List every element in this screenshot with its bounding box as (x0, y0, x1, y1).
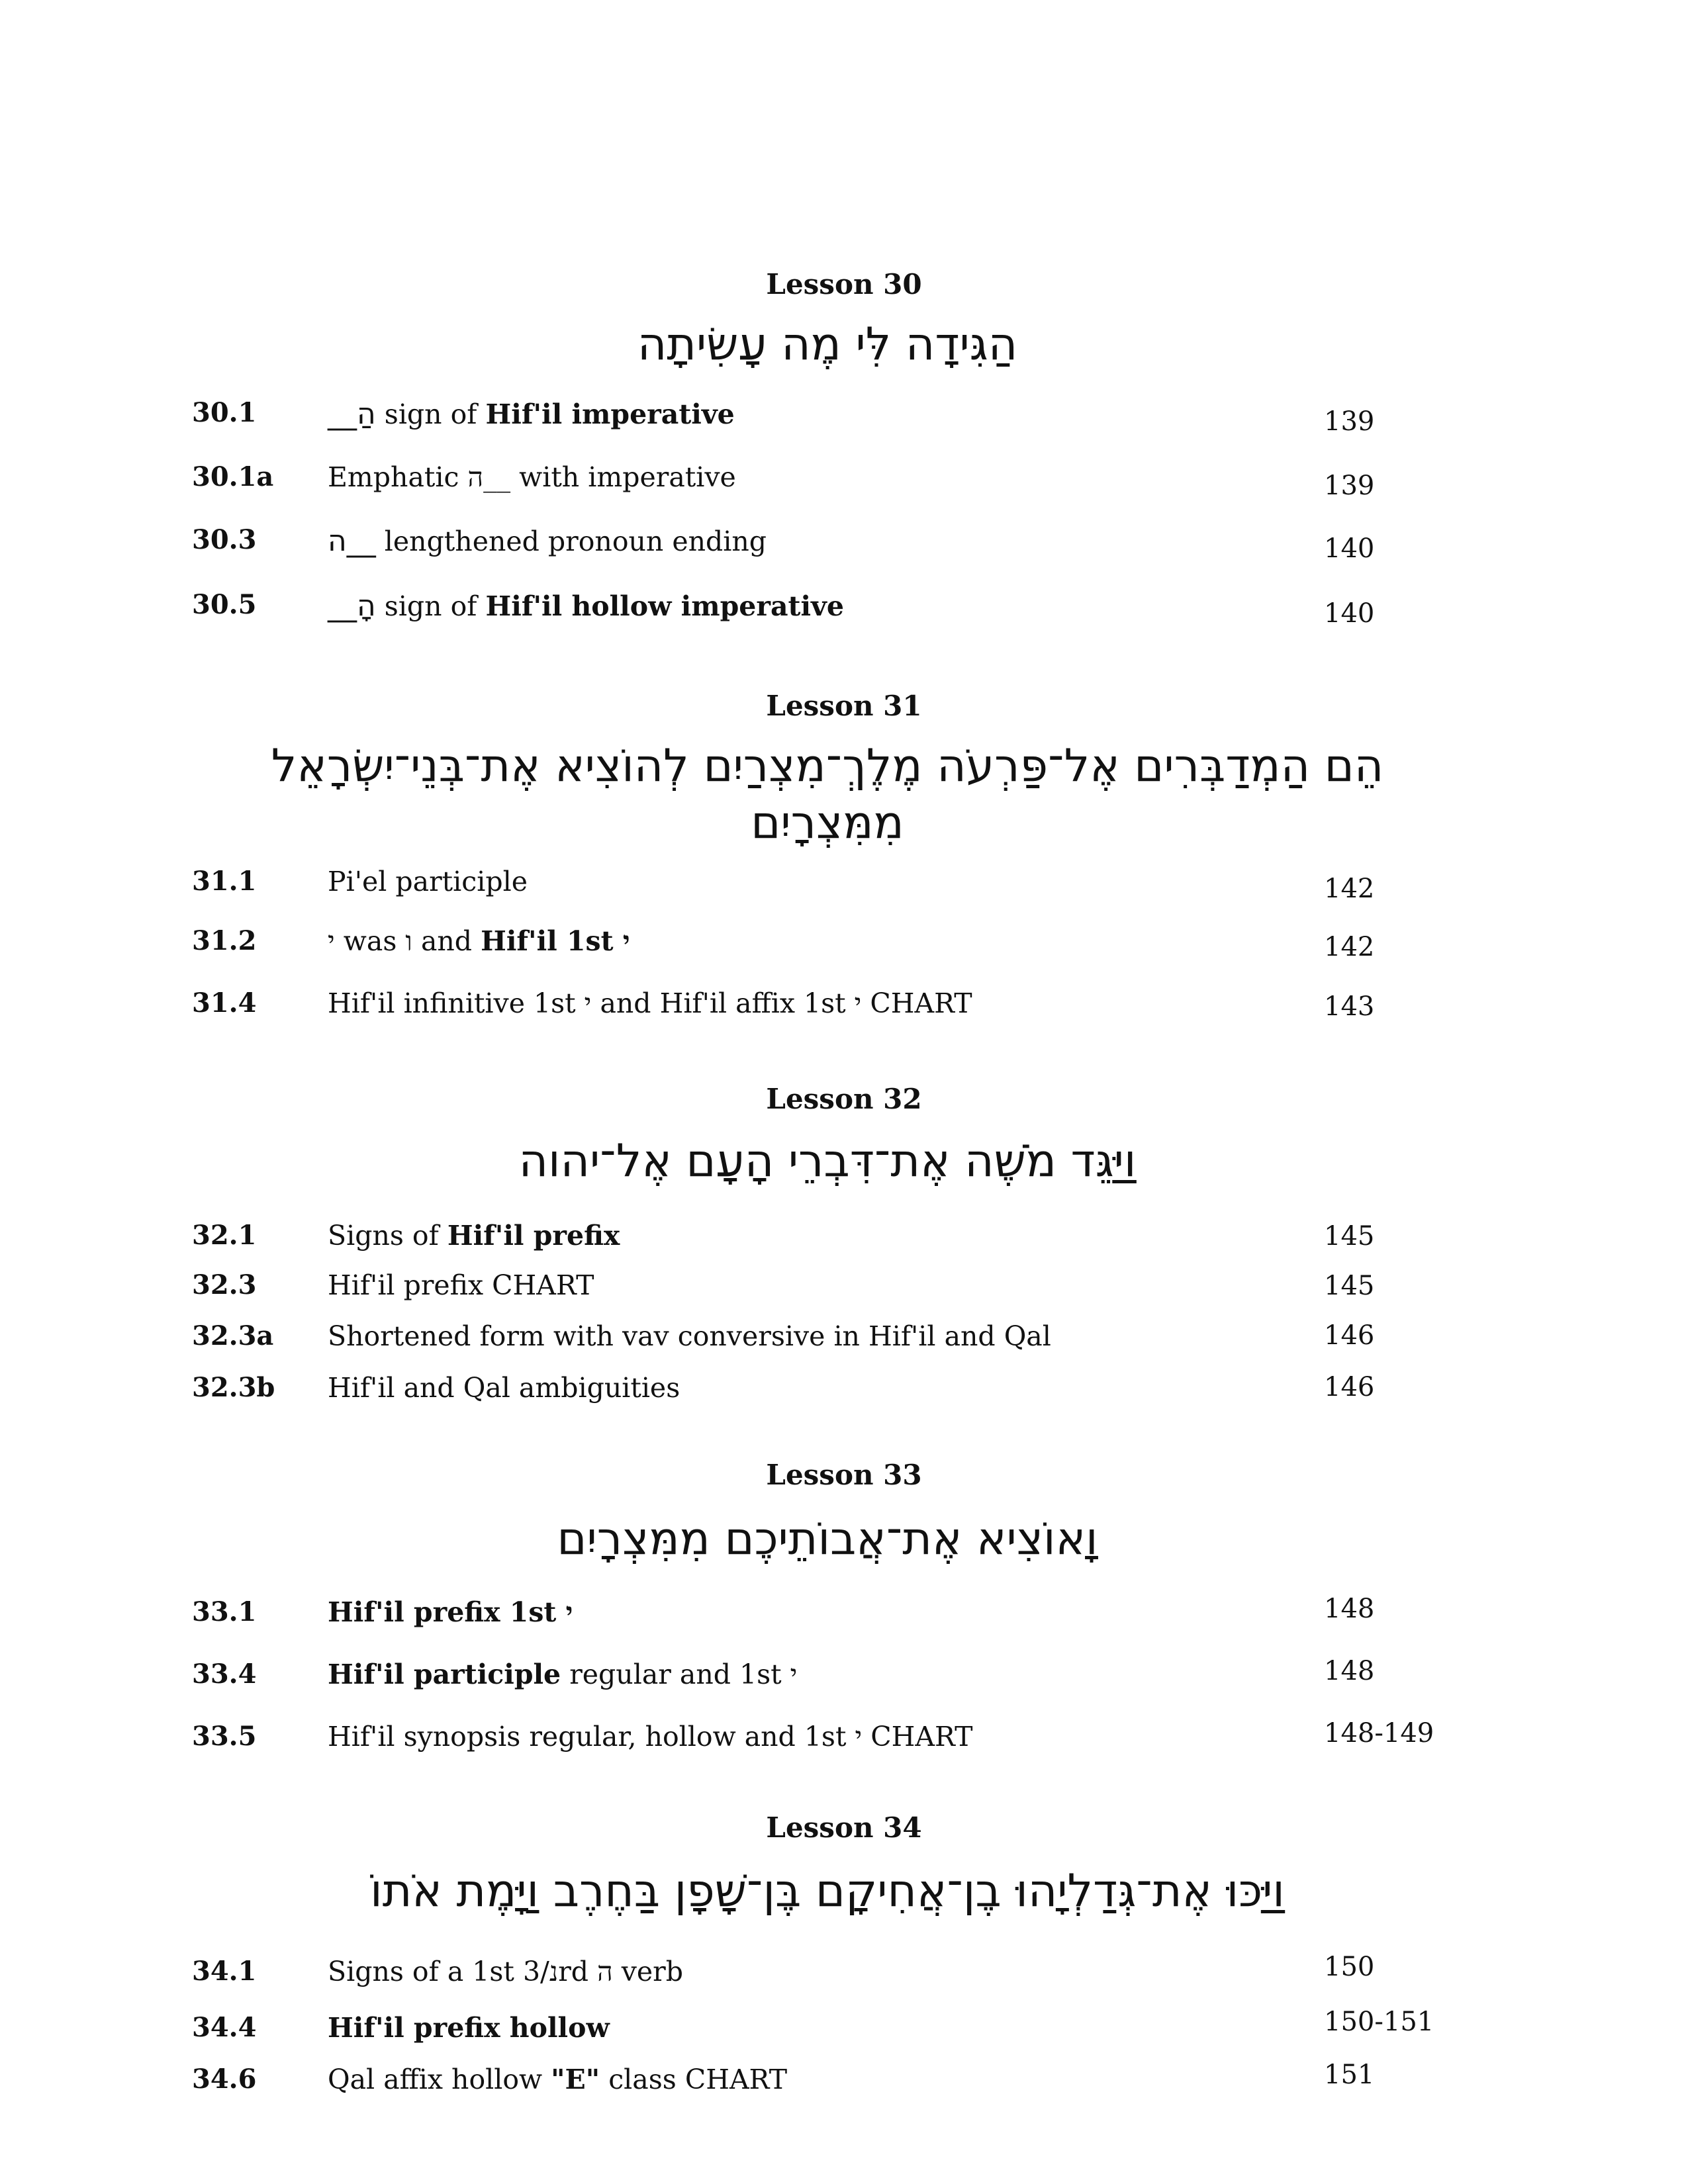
page-number: 139 (1324, 406, 1375, 437)
toc-entry (0, 461, 1688, 508)
section-description: י was ו and Hif'il 1st י (328, 925, 630, 957)
page-number: 150-151 (1324, 2007, 1434, 2037)
section-description: Pi'el participle (328, 866, 528, 897)
section-number: 33.5 (192, 1721, 257, 1752)
section-description: Shortened form with vav conversive in Hif'il and Qal (328, 1320, 1051, 1352)
toc-entry (0, 925, 1688, 972)
section-description: Hif'il and Qal ambiguities (328, 1372, 680, 1404)
page-number: 145 (1324, 1271, 1375, 1301)
section-description: Hif'il prefix 1st י (328, 1596, 573, 1628)
page-number: 142 (1324, 932, 1375, 962)
lesson-title: Lesson 30 (766, 268, 922, 300)
section-number: 32.3 (192, 1269, 257, 1300)
toc-entry (0, 2060, 1688, 2110)
lesson-title: Lesson 32 (766, 1083, 922, 1115)
page-number: 150 (1324, 1952, 1375, 1982)
page-number: 139 (1324, 471, 1375, 501)
page-number: 148 (1324, 1656, 1375, 1686)
section-number: 30.5 (192, 589, 257, 620)
page-number: 148 (1324, 1594, 1375, 1624)
page-number: 140 (1324, 533, 1375, 564)
lesson-title: Lesson 31 (766, 690, 922, 722)
section-number: 34.6 (192, 2064, 257, 2095)
toc-entry (0, 1269, 1688, 1316)
section-description: Hif'il participle regular and 1st י (328, 1659, 798, 1690)
toc-entry (0, 589, 1688, 635)
lesson-hebrew-heading: הֵם הַמְדַבְּרִים אֶל־פַּרְעֹה מֶלֶךְ־מִצְרַיִם לְהוֹצִיא אֶת־בְּנֵי־יִשְׂרָאֵל מִמִּצְרָיִם (271, 740, 1384, 849)
toc-entry (0, 2007, 1688, 2058)
page-number: 143 (1324, 991, 1375, 1022)
section-description: Hif'il prefix CHART (328, 1269, 594, 1301)
lesson-hebrew-heading: הַגִּידָה לִּי מֶה עָשִׂיתָה (637, 318, 1018, 371)
section-number: 31.2 (192, 925, 257, 956)
section-number: 30.3 (192, 524, 257, 555)
lesson-title: Lesson 34 (766, 1811, 922, 1844)
section-description: Signs of a 1st נ/3rd ה verb (328, 1956, 683, 1987)
lesson-hebrew-heading: וָאוֹצִיא אֶת־אֲבוֹתֵיכֶם מִמִּצְרָיִם (557, 1513, 1098, 1565)
toc-entry (0, 524, 1688, 570)
toc-entry (0, 987, 1688, 1034)
page-number: 142 (1324, 874, 1375, 904)
section-number: 30.1a (192, 461, 274, 492)
section-description: Qal affix hollow "E" class CHART (328, 2064, 788, 2095)
section-description: ה__ lengthened pronoun ending (328, 524, 767, 558)
page-number: 145 (1324, 1221, 1375, 1251)
toc-entry (0, 1656, 1688, 1705)
lesson-hebrew-heading: וַיַּגֵּד מֹשֶׁה אֶת־דִּבְרֵי הָעָם אֶל־יהוה (518, 1135, 1137, 1187)
section-number: 30.1 (192, 397, 257, 428)
section-description: Hif'il prefix hollow (328, 2012, 610, 2044)
toc-entry (0, 866, 1688, 912)
section-description: Hif'il infinitive 1st י and Hif'il affix 1st י CHART (328, 987, 972, 1019)
toc-entry (0, 1372, 1688, 1418)
page-number: 148-149 (1324, 1718, 1434, 1749)
toc-entry (0, 1718, 1688, 1767)
toc-entry (0, 1952, 1688, 2002)
page-number: 140 (1324, 598, 1375, 629)
lesson-title: Lesson 33 (766, 1459, 922, 1491)
page-number: 146 (1324, 1372, 1375, 1402)
section-number: 34.1 (192, 1956, 257, 1987)
section-number: 32.3a (192, 1320, 274, 1351)
toc-entry (0, 1596, 1688, 1643)
section-description: Signs of Hif'il prefix (328, 1220, 620, 1251)
section-description: __הָ sign of Hif'il hollow imperative (328, 589, 844, 623)
lesson-hebrew-heading: וַיַּכּוּ אֶת־גְּדַלְיָהוּ בֶן־אֲחִיקָם בֶּן־שָׁפָן בַּחֶרֶב וַיָּמֶת אֹתוֹ (370, 1865, 1285, 1917)
section-number: 31.1 (192, 866, 257, 897)
section-number: 34.4 (192, 2012, 257, 2043)
section-description: __הַ sign of Hif'il imperative (328, 397, 735, 431)
section-number: 32.3b (192, 1372, 275, 1403)
page-number: 146 (1324, 1320, 1375, 1351)
section-description: Emphatic ה__ with imperative (328, 461, 736, 493)
page-number: 151 (1324, 2060, 1375, 2090)
toc-entry (0, 397, 1688, 443)
section-number: 31.4 (192, 987, 257, 1019)
section-number: 33.1 (192, 1596, 257, 1627)
section-number: 32.1 (192, 1220, 257, 1251)
toc-entry (0, 1320, 1688, 1367)
section-description: Hif'il synopsis regular, hollow and 1st י CHART (328, 1721, 973, 1752)
section-number: 33.4 (192, 1659, 257, 1690)
toc-entry (0, 1220, 1688, 1266)
